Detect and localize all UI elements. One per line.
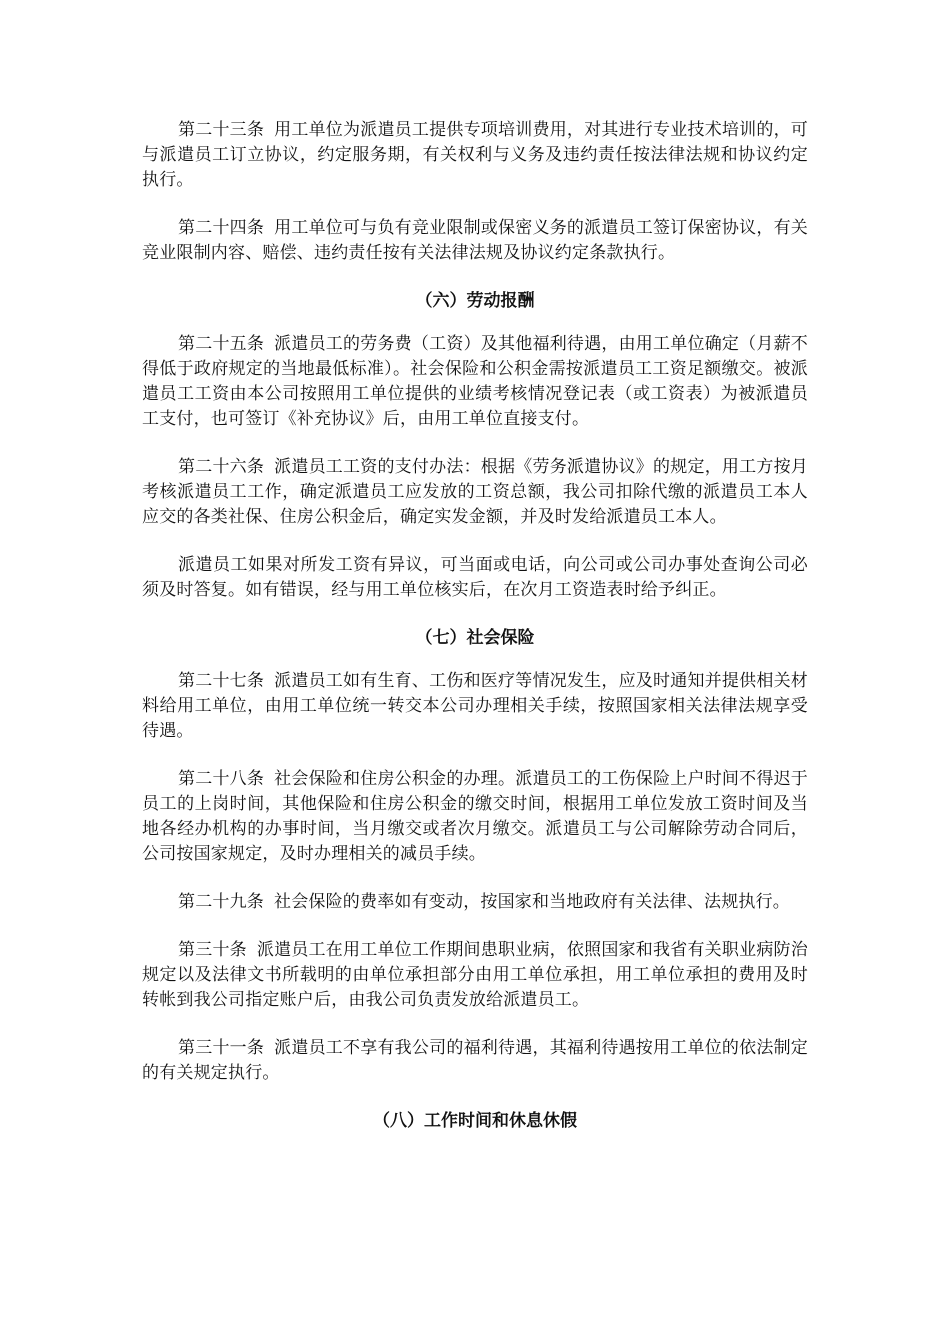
article-29 xyxy=(142,890,808,915)
article-text: 派遣员工如有生育、工伤和医疗等情况发生，应及时通知并提供相关材料给用工单位，由用工单位统一转交本公司办理相关手续，按照国家相关法律法规享受待遇。 xyxy=(142,671,809,741)
article-text: 派遣员工在用工单位工作期间患职业病，依照国家和我省有关职业病防治规定以及法律文书所载明的由单位承担部分由用工单位承担，用工单位承担的费用及时转帐到我公司指定账户后，由我公司负责发放给派遣员工。 xyxy=(142,940,808,1010)
article-number: 第二十四条 xyxy=(178,218,265,238)
article-text: 派遣员工不享有我公司的福利待遇，其福利待遇按用工单位的依法制定的有关规定执行。 xyxy=(142,1038,809,1083)
article-number: 第二十三条 xyxy=(178,120,265,140)
article-text: 用工单位为派遣员工提供专项培训费用，对其进行专业技术培训的，可与派遣员工订立协议，约定服务期，有关权利与义务及违约责任按法律法规和协议约定执行。 xyxy=(142,120,809,190)
article-number: 第三十条 xyxy=(178,940,247,960)
article-28 xyxy=(142,767,808,867)
article-number: 第二十九条 xyxy=(178,892,264,912)
article-24 xyxy=(142,216,808,266)
article-text: 社会保险的费率如有变动，按国家和当地政府有关法律、法规执行。 xyxy=(274,892,790,912)
paragraph-text: 派遣员工如果对所发工资有异议，可当面或电话，向公司或公司办事处查询公司必须及时答复。如有错误，经与用工单位核实后，在次月工资造表时给予纠正。 xyxy=(142,555,808,600)
article-text: 派遣员工的劳务费（工资）及其他福利待遇，由用工单位确定（月薪不得低于政府规定的当地最低标准）。社会保险和公积金需按派遣员工工资足额缴交。被派遣员工工资由本公司按照用工单位提供的业绩考核情况登记表（或工资表）为被派遣员工支付，也可签订《补充协议》后，由用工单位直接支付。 xyxy=(142,334,809,429)
article-25 xyxy=(142,332,808,432)
article-26 xyxy=(142,455,808,530)
article-number: 第三十一条 xyxy=(178,1038,265,1058)
wage-objection-paragraph xyxy=(142,553,808,603)
article-text: 社会保险和住房公积金的办理。派遣员工的工伤保险上户时间不得迟于员工的上岗时间，其他保险和住房公积金的缴交时间，根据用工单位发放工资时间及当地各经办机构的办事时间，当月缴交或者次月缴交。派遣员工与公司解除劳动合同后，公司按国家规定，及时办理相关的减员手续。 xyxy=(142,769,809,864)
article-number: 第二十八条 xyxy=(178,769,265,789)
article-27 xyxy=(142,669,808,744)
section-heading-social-insurance: （七）社会保险 xyxy=(415,628,535,648)
article-30 xyxy=(142,938,808,1013)
article-text: 用工单位可与负有竞业限制或保密义务的派遣员工签订保密协议，有关竞业限制内容、赔偿、违约责任按有关法律法规及协议约定条款执行。 xyxy=(142,218,809,263)
section-heading-working-hours: （八）工作时间和休息休假 xyxy=(373,1111,577,1131)
article-31 xyxy=(142,1036,808,1086)
article-number: 第二十五条 xyxy=(178,334,265,354)
section-heading-remuneration: （六）劳动报酬 xyxy=(415,291,535,311)
article-number: 第二十七条 xyxy=(178,671,265,691)
document-page xyxy=(142,118,808,1152)
article-number: 第二十六条 xyxy=(178,457,265,477)
article-text: 派遣员工工资的支付办法：根据《劳务派遣协议》的规定，用工方按月考核派遣员工工作，确定派遣员工应发放的工资总额，我公司扣除代缴的派遣员工本人应交的各类社保、住房公积金后，确定实发金额，并及时发给派遣员工本人。 xyxy=(142,457,809,527)
article-23 xyxy=(142,118,808,193)
